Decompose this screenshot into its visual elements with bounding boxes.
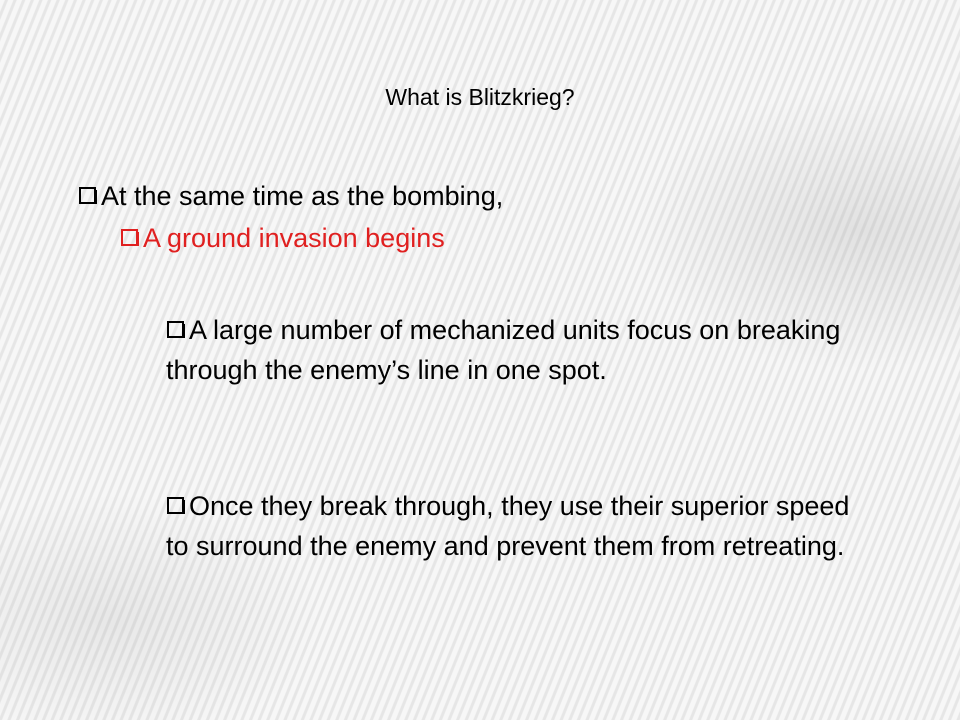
bullet-text: A large number of mechanized units focus on breaking through the enemy’s line in one spot. — [166, 315, 841, 385]
bullet-text: A ground invasion begins — [143, 223, 445, 253]
checkbox-bullet-icon — [78, 186, 97, 207]
bullet-level-3 — [166, 310, 866, 390]
bullet-text: At the same time as the bombing, — [101, 181, 504, 211]
bullet-level-2 — [120, 218, 445, 258]
checkbox-bullet-icon — [166, 320, 185, 341]
checkbox-bullet-icon — [166, 496, 185, 517]
bullet-level-3 — [166, 486, 866, 566]
slide-title: What is Blitzkrieg? — [385, 84, 575, 110]
bullet-text: Once they break through, they use their superior speed to surround the enemy and prevent them from retreating. — [166, 491, 850, 561]
checkbox-bullet-icon — [120, 228, 139, 249]
bullet-level-1 — [78, 176, 503, 216]
